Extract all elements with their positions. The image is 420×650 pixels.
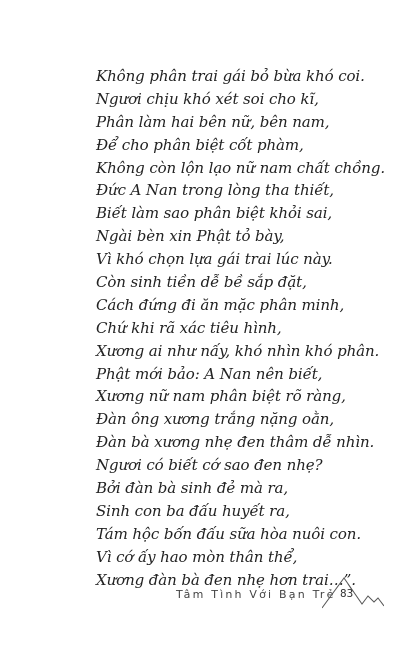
poem-body <box>96 65 406 591</box>
page-number: 83 <box>340 587 354 600</box>
poem-line: Bởi đàn bà sinh đẻ mà ra, <box>96 479 289 498</box>
poem-line: Đàn ông xương trắng nặng oằn, <box>96 410 335 429</box>
poem-line: Sinh con ba đấu huyết ra, <box>96 501 290 520</box>
page-footer <box>0 574 420 634</box>
poem-line: Để cho phân biệt cốt phàm, <box>96 135 304 154</box>
poem-line: Vì cớ ấy hao mòn thân thể, <box>96 547 298 566</box>
poem-line: Xương ai như nấy, khó nhìn khó phân. <box>96 341 380 360</box>
poem-line: Cách đứng đi ăn mặc phân minh, <box>96 295 345 314</box>
poem-line: Không còn lộn lạo nữ nam chất chồng. <box>96 158 385 177</box>
poem-line: Đức A Nan trong lòng tha thiết, <box>96 181 334 200</box>
poem-line: Biết làm sao phân biệt khỏi sai, <box>96 204 333 223</box>
poem-line: Xương nữ nam phân biệt rõ ràng, <box>96 387 346 406</box>
poem-line: Ngươi có biết cớ sao đen nhẹ? <box>96 456 323 475</box>
poem-line: Tám hộc bốn đấu sữa hòa nuôi con. <box>96 524 362 543</box>
poem-line: Chứ khi rã xác tiêu hình, <box>96 318 282 337</box>
poem-line: Ngài bèn xin Phật tỏ bày, <box>96 227 285 246</box>
running-title: Tâm Tình Với Bạn Trẻ <box>176 588 336 601</box>
poem-line: Phân làm hai bên nữ, bên nam, <box>96 112 330 131</box>
poem-line: Ngươi chịu khó xét soi cho kĩ, <box>96 89 319 108</box>
poem-line: Vì khó chọn lựa gái trai lúc này. <box>96 250 333 269</box>
poem-line: Phật mới bảo: A Nan nên biết, <box>96 364 323 383</box>
poem-line: Không phân trai gái bỏ bừa khó coi. <box>96 67 365 85</box>
poem-line: Còn sinh tiền dễ bề sắp đặt, <box>96 273 307 292</box>
poem-line: Đàn bà xương nhẹ đen thâm dễ nhìn. <box>96 433 375 452</box>
poem-line: Xương đàn bà đen nhẹ hơn trai…”. <box>96 570 356 589</box>
